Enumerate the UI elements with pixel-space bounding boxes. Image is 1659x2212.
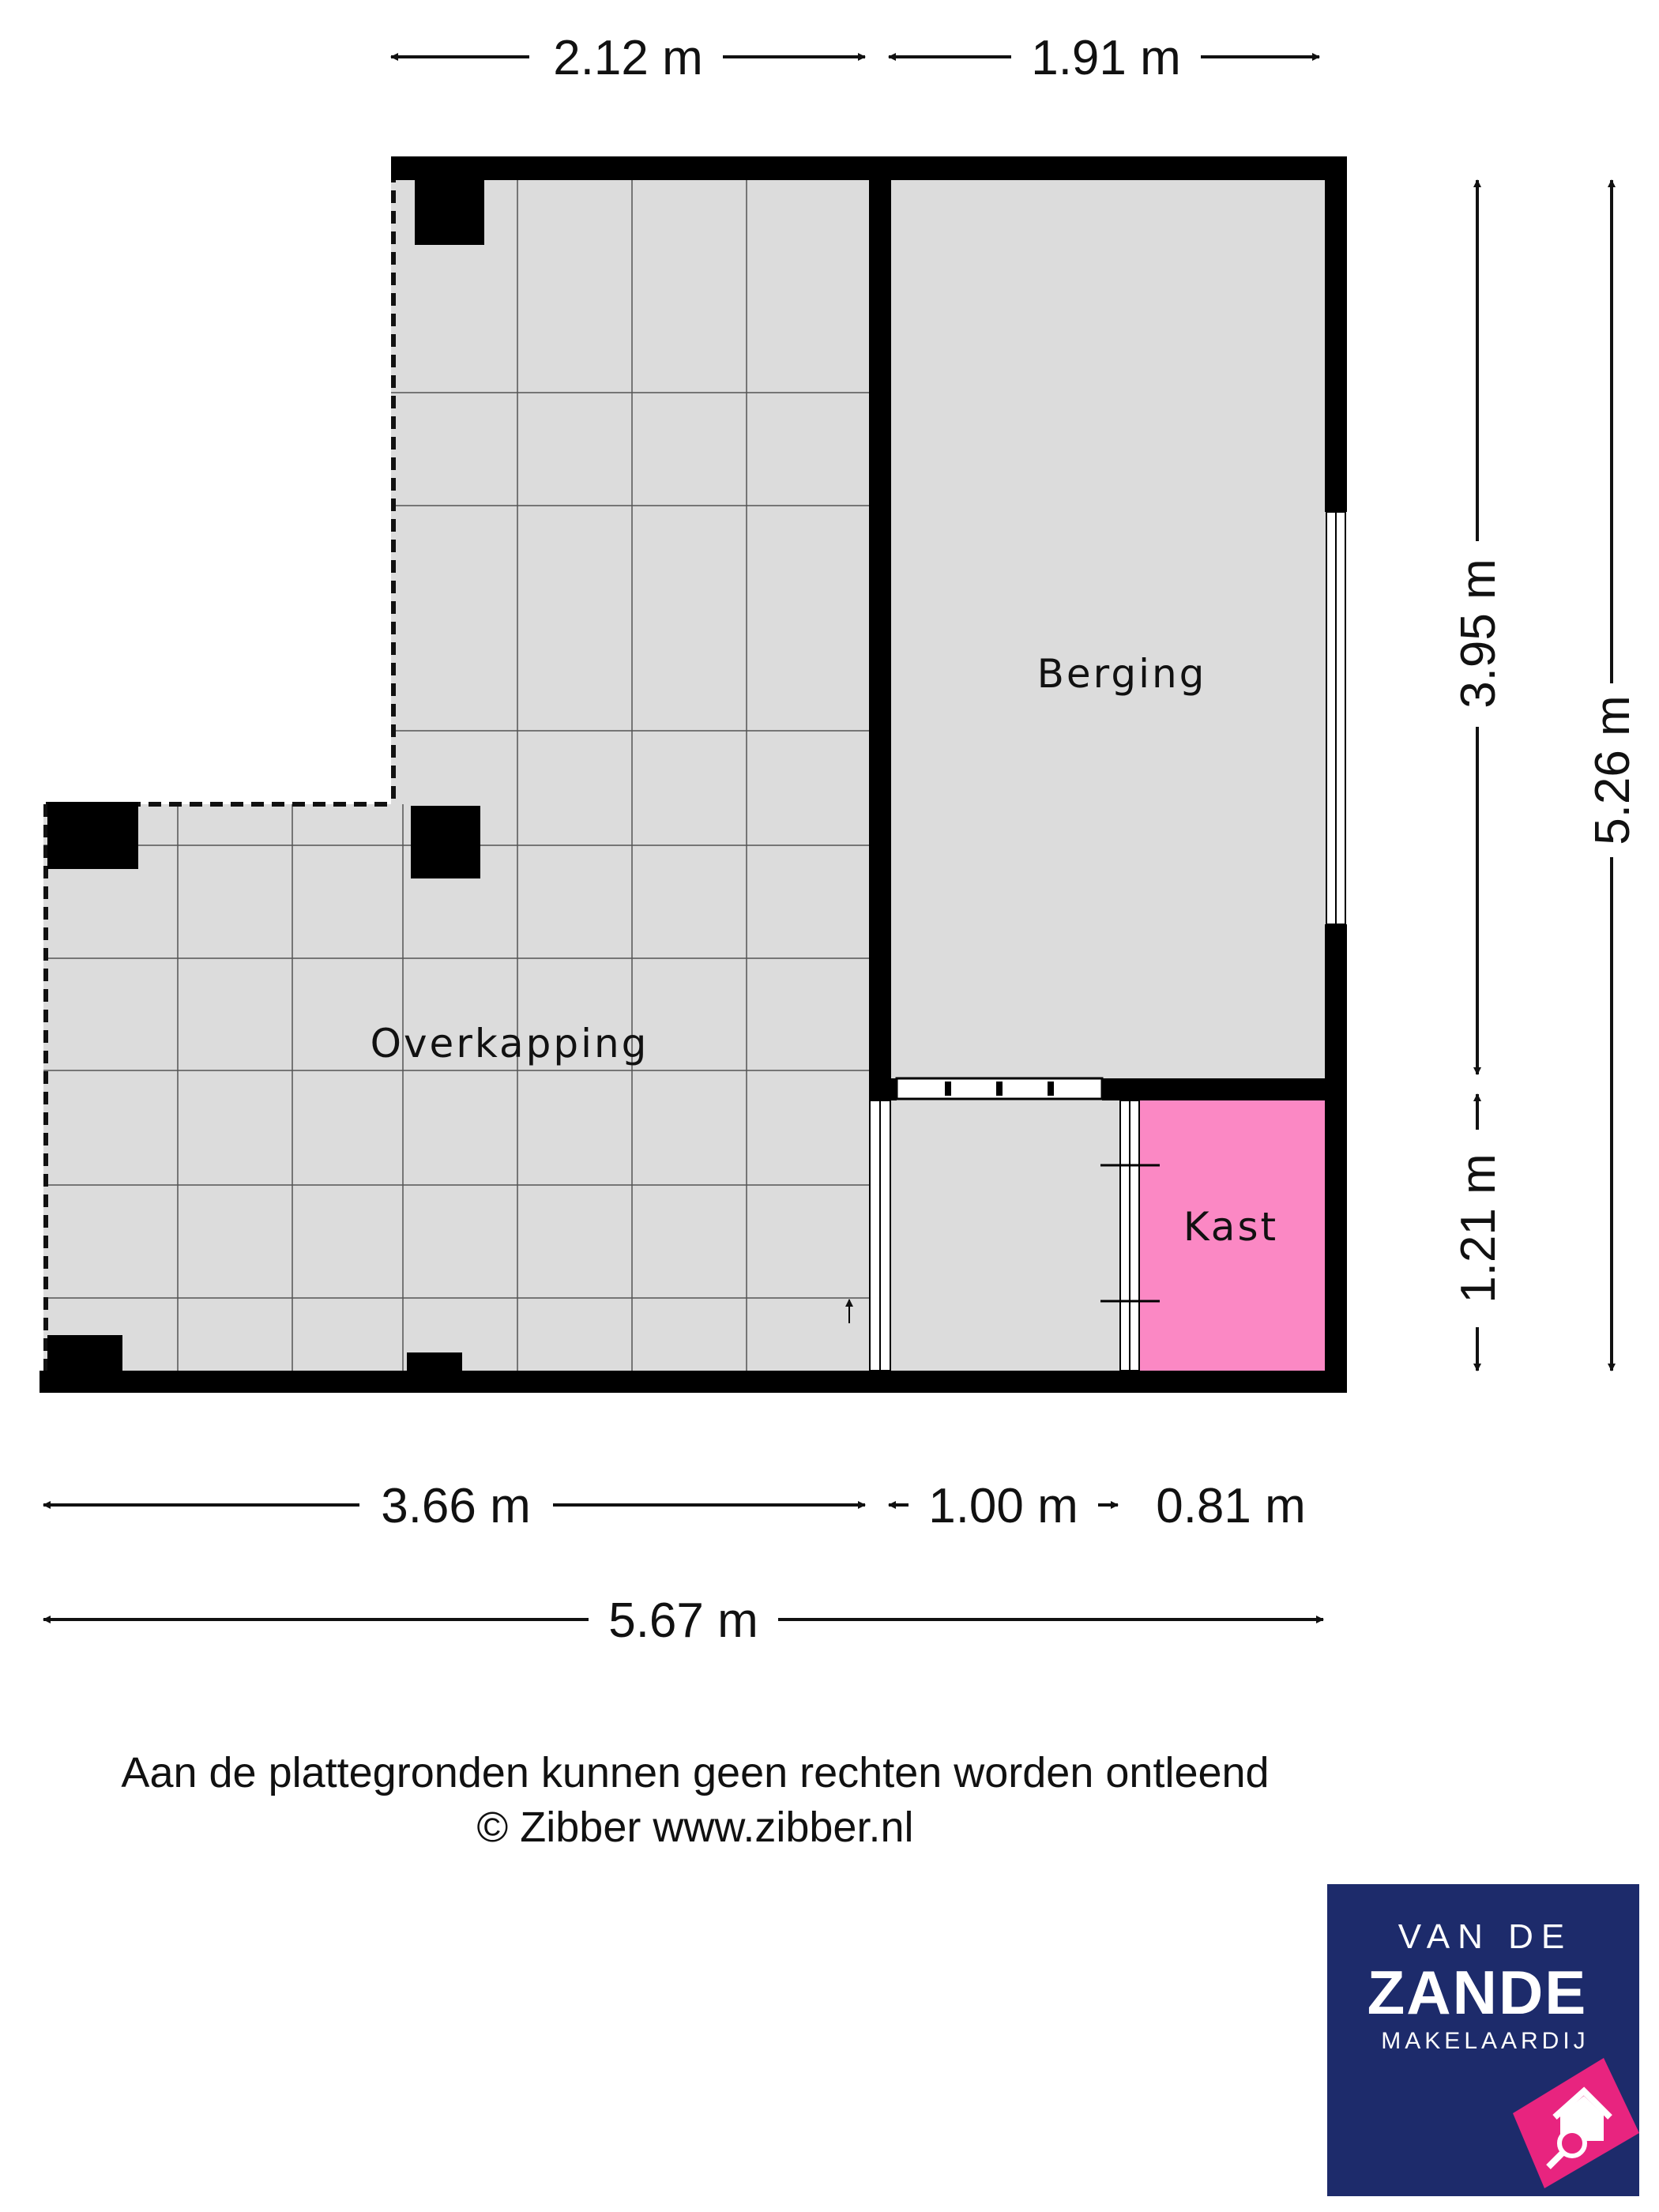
house-magnifier-icon [1485, 2026, 1639, 2196]
middle-wall [869, 167, 891, 1088]
dim-right-upper: 3.95 m [1451, 559, 1506, 709]
dim-top-left: 2.12 m [553, 31, 703, 85]
label-berging: Berging [1036, 651, 1207, 697]
dim-right-lower: 1.21 m [1451, 1153, 1506, 1304]
dim-bottom-total: 5.67 m [608, 1593, 758, 1648]
dim-bottom-mid: 1.00 m [928, 1479, 1078, 1533]
logo-line-1: VAN DE [1398, 1917, 1573, 1956]
dim-top-right: 1.91 m [1031, 31, 1181, 85]
inner-wall-right [1102, 1078, 1339, 1100]
hall-floor [877, 1088, 1130, 1376]
floor-areas [43, 167, 1335, 1376]
dim-bottom-right: 0.81 m [1156, 1479, 1306, 1533]
column-top [415, 180, 484, 245]
column-mid [411, 806, 480, 878]
column-left [47, 802, 138, 869]
right-wall-upper [1325, 156, 1347, 512]
column-bottom-left [47, 1335, 122, 1375]
overkapping-floor [43, 167, 877, 1376]
van-de-zande-logo [1327, 1884, 1639, 2196]
label-overkapping: Overkapping [370, 1021, 649, 1066]
dim-bottom-left: 3.66 m [381, 1479, 531, 1533]
credit-text: © Zibber www.zibber.nl [476, 1804, 914, 1851]
berging-floor [877, 167, 1335, 1088]
label-kast: Kast [1183, 1204, 1279, 1250]
column-bottom-mid [407, 1352, 462, 1372]
right-wall-lower [1325, 924, 1347, 1390]
logo-line-3: MAKELAARDIJ [1381, 2028, 1589, 2054]
dim-right-total: 5.26 m [1586, 695, 1640, 845]
logo-line-2: ZANDE [1367, 1958, 1588, 2027]
bottom-wall [40, 1371, 1347, 1393]
middle-wall-stub [869, 1078, 897, 1100]
disclaimer-text: Aan de plattegronden kunnen geen rechten worden ontleend [121, 1749, 1270, 1796]
